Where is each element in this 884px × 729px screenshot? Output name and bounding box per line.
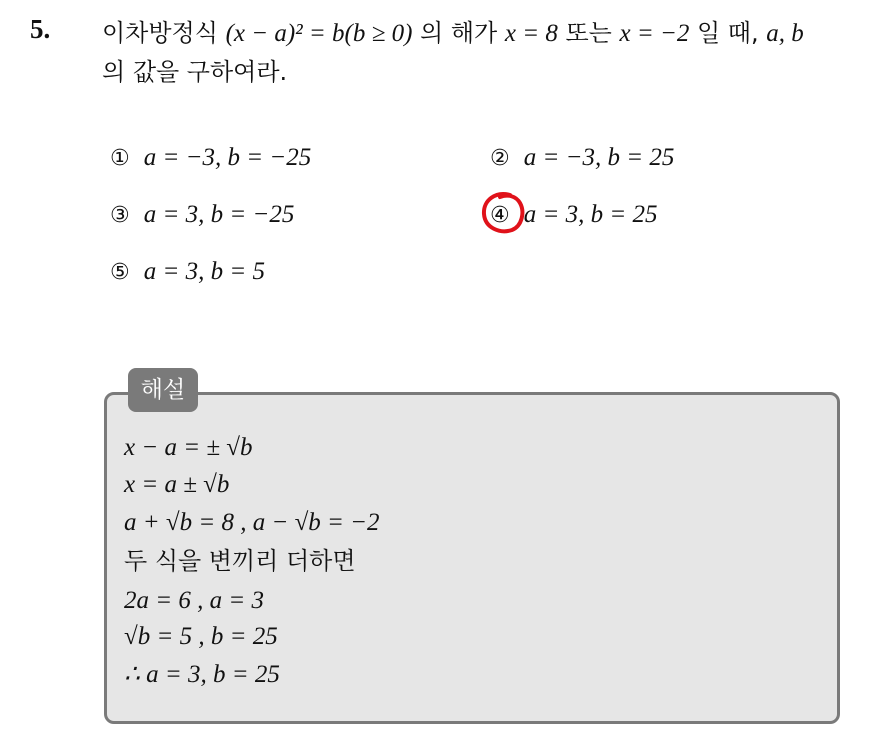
solution-line-1: x − a = ± √b [124,434,253,461]
question-line2: 의 값을 구하여라. [102,58,288,86]
question-solution-2: x = −2 [619,20,690,47]
choice-5-number: ⑤ [110,260,130,285]
choice-2[interactable] [490,141,674,175]
choice-5-expression: a = 3, b = 5 [143,258,265,285]
answer-circle-mark [480,190,526,236]
question-equation: (x − a)² = b(b ≥ 0) [225,20,413,47]
question-number: 5. [30,14,51,44]
solution-line-6: √b = 5 , b = 25 [124,623,278,650]
question-mid1: 의 해가 [412,19,505,47]
solution-line-4: 두 식을 변끼리 더하면 [124,547,356,575]
choice-1-expression: a = −3, b = −25 [143,144,312,171]
choice-3-expression: a = 3, b = −25 [143,201,295,228]
question-intro: 이차방정식 [102,19,226,47]
solution-badge: 해설 [128,368,198,412]
question-mid3: 일 때, [689,19,767,47]
solution-line-3: a + √b = 8 , a − √b = −2 [124,509,380,536]
question-vars: a, b [766,20,804,47]
choice-5[interactable] [110,255,265,289]
question-text [102,14,872,91]
choice-2-number: ② [490,146,510,171]
solution-line-2: x = a ± √b [124,471,230,498]
choice-4-number: ④ [490,203,510,228]
solution-line-7: ∴ a = 3, b = 25 [124,661,280,688]
choice-3-number: ③ [110,203,130,228]
question-mid2: 또는 [557,19,620,47]
choice-4-expression: a = 3, b = 25 [523,201,658,228]
solution-line-5: 2a = 6 , a = 3 [124,587,264,614]
question-solution-1: x = 8 [504,20,558,47]
choice-1-number: ① [110,146,130,171]
choice-2-expression: a = −3, b = 25 [523,144,675,171]
choice-1[interactable] [110,141,311,175]
choice-3[interactable] [110,198,294,232]
